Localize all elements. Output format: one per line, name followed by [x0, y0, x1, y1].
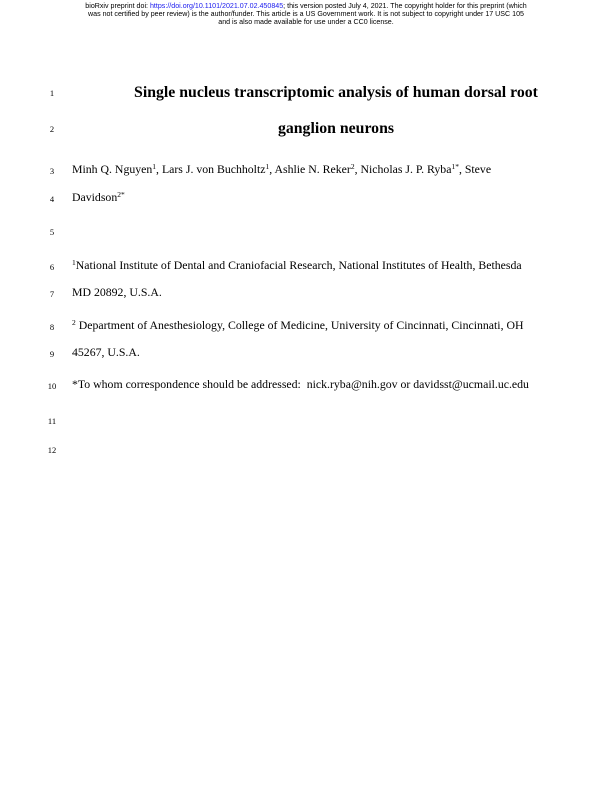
header-line-3: and is also made available for use under a CC0 license. [218, 18, 394, 27]
line-number: 6 [49, 262, 55, 272]
doi-link[interactable]: https://doi.org/10.1101/2021.07.02.450845 [149, 2, 284, 10]
author-name: Nicholas J. P. Ryba [360, 162, 452, 176]
author-name: Steve [464, 162, 492, 176]
line-number: 7 [49, 289, 55, 299]
correspondence-note: *To whom correspondence should be addressed: nick.ryba@nih.gov or davidsst@ucmail.uc.edu [72, 377, 529, 391]
affiliation-1-continued: MD 20892, U.S.A. [72, 285, 162, 299]
author-name: Davidson [72, 190, 118, 204]
affiliation-2-continued: 45267, U.S.A. [72, 345, 140, 359]
line-number: 8 [49, 322, 55, 332]
affiliation-marker: 1 [152, 162, 157, 171]
affiliation-marker: 2* [117, 190, 125, 199]
affiliation-marker: 2 [350, 162, 355, 171]
line-number: 2 [49, 124, 55, 134]
header-line-1: bioRxiv preprint doi: https://doi.org/10.1101/2021.07.02.450845; this version posted July 4, 2021. The copyright holder for this preprint (which [85, 2, 527, 10]
author-list-continued [72, 190, 125, 205]
preprint-header [0, 2, 612, 27]
affiliation-marker: 1 [265, 162, 270, 171]
author-name: Minh Q. Nguyen [72, 162, 153, 176]
line-number: 12 [47, 445, 57, 455]
affiliation-marker: 1* [451, 162, 459, 171]
paper-title-line-1: Single nucleus transcriptomic analysis of human dorsal root [134, 84, 538, 101]
author-name: Lars J. von Buchholtz [161, 162, 266, 176]
affiliation-1: $^1$National Institute of Dental and Craniofacial Research, National Institutes of Health, Bethesda [72, 258, 522, 272]
author-name: Ashlie N. Reker [274, 162, 351, 176]
paper-title-line-2: ganglion neurons [277, 120, 395, 137]
line-number: 4 [49, 194, 55, 204]
author-list: Minh Q. Nguyen$^1$, Lars J. von Buchholtz$^1$, Ashlie N. Reker$^2$, Nicholas J. P. Ryba$^{1*}$, Steve [72, 162, 492, 176]
line-number: 5 [49, 227, 55, 237]
header-line-2: was not certified by peer review) is the author/funder. This article is a US Government work. It is not subject to copyright under 17 USC 105 [88, 10, 524, 19]
affiliation-2: $^2$ Department of Anesthesiology, College of Medicine, University of Cincinnati, Cincinnati, OH [72, 318, 524, 332]
line-number: 9 [49, 349, 55, 359]
line-number: 1 [49, 88, 55, 98]
line-number: 11 [47, 416, 57, 426]
line-number: 10 [47, 381, 57, 391]
line-number: 3 [49, 166, 55, 176]
